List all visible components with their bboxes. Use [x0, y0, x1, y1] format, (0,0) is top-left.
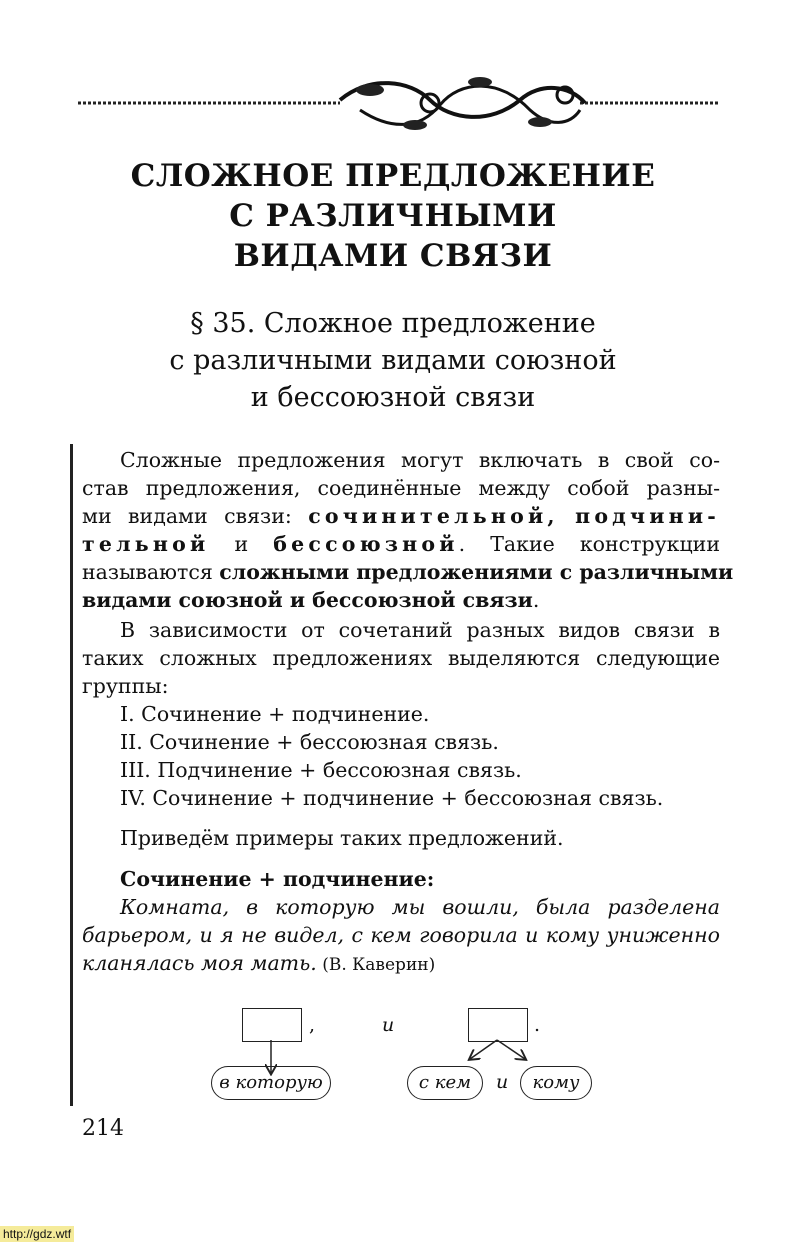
diagram-comma: , — [309, 1014, 316, 1036]
text-segment: Приведём примеры таких предложений. — [120, 826, 564, 850]
page-number: 214 — [82, 1116, 124, 1141]
text-line — [120, 784, 720, 812]
text-segment: став предложения, соединённые между собой разны- — [82, 476, 720, 500]
main-clause-box — [242, 1008, 302, 1042]
text-segment: III. Подчинение + бессоюзная связь. — [120, 758, 522, 782]
section-title-line: § 35. Сложное предложение — [190, 308, 596, 339]
section-title-line: и бессоюзной связи — [250, 382, 536, 413]
chapter-title-line: ВИДАМИ СВЯЗИ — [233, 238, 553, 274]
diagram-period: . — [534, 1014, 541, 1036]
section-title — [0, 305, 786, 416]
text-line — [120, 446, 720, 474]
text-line — [120, 865, 720, 893]
emphasized-text: сочинительной, — [308, 504, 559, 528]
text-segment: II. Сочинение + бессоюзная связь. — [120, 730, 499, 754]
chapter-title-line: С РАЗЛИЧНЫМИ — [229, 198, 557, 234]
main-clause-box-2 — [468, 1008, 528, 1042]
text-line — [82, 502, 720, 530]
text-line — [82, 586, 720, 614]
text-line — [82, 558, 734, 586]
text-line — [82, 921, 720, 949]
emphasized-text: сложными предложениями с различными — [219, 560, 734, 584]
emphasized-text: тельной — [82, 532, 210, 556]
text-line — [120, 893, 720, 921]
text-line — [120, 700, 720, 728]
text-segment: IV. Сочинение + подчинение + бессоюзная связь. — [120, 786, 664, 810]
subordinate-clause-pill: с кем — [407, 1066, 483, 1100]
text-line — [120, 824, 720, 852]
watermark-link[interactable]: http://gdz.wtf — [0, 1226, 74, 1242]
ornament-header-icon — [70, 70, 730, 140]
margin-rule — [70, 444, 73, 1106]
text-segment: . — [532, 588, 540, 612]
subordinate-clause-pill: в которую — [211, 1066, 331, 1100]
chapter-title — [0, 156, 786, 276]
text-line — [82, 672, 720, 700]
text-line — [120, 616, 720, 644]
text-line — [120, 728, 720, 756]
emphasized-text: бессоюзной — [273, 532, 459, 556]
subordinate-clause-pill: кому — [520, 1066, 592, 1100]
text-segment: барьером, и я не видел, с кем говорила и кому униженно — [82, 923, 720, 947]
text-segment: кланялась моя мать. — [82, 951, 317, 975]
text-segment: Сложные предложения могут включать в свой со- — [120, 448, 720, 472]
text-segment: ми видами связи: — [82, 504, 309, 528]
text-segment — [559, 504, 575, 528]
text-line — [120, 756, 720, 784]
emphasized-text: подчини- — [575, 504, 720, 528]
text-segment: В зависимости от сочетаний разных видов связи в — [120, 618, 720, 642]
text-segment: Комната, в которую мы вошли, была разделена — [120, 895, 720, 919]
text-segment: и — [209, 532, 274, 556]
text-segment: группы: — [82, 674, 169, 698]
diagram-conjunction-2: и — [496, 1071, 509, 1093]
text-segment: (В. Каверин) — [316, 955, 436, 975]
text-segment: . Такие конструкции — [458, 532, 720, 556]
section-title-line: с различными видами союзной — [169, 345, 617, 376]
text-line — [82, 530, 720, 558]
text-segment: таких сложных предложениях выделяются следующие — [82, 646, 720, 670]
text-line — [82, 949, 720, 977]
emphasized-text: Сочинение + подчинение: — [120, 867, 435, 891]
emphasized-text: видами союзной и бессоюзной связи — [82, 588, 533, 612]
text-line — [82, 474, 720, 502]
chapter-title-line: СЛОЖНОЕ ПРЕДЛОЖЕНИЕ — [130, 158, 656, 194]
text-segment: I. Сочинение + подчинение. — [120, 702, 430, 726]
text-segment: называются — [82, 560, 220, 584]
diagram-conjunction: и — [382, 1014, 395, 1036]
text-line — [82, 644, 720, 672]
